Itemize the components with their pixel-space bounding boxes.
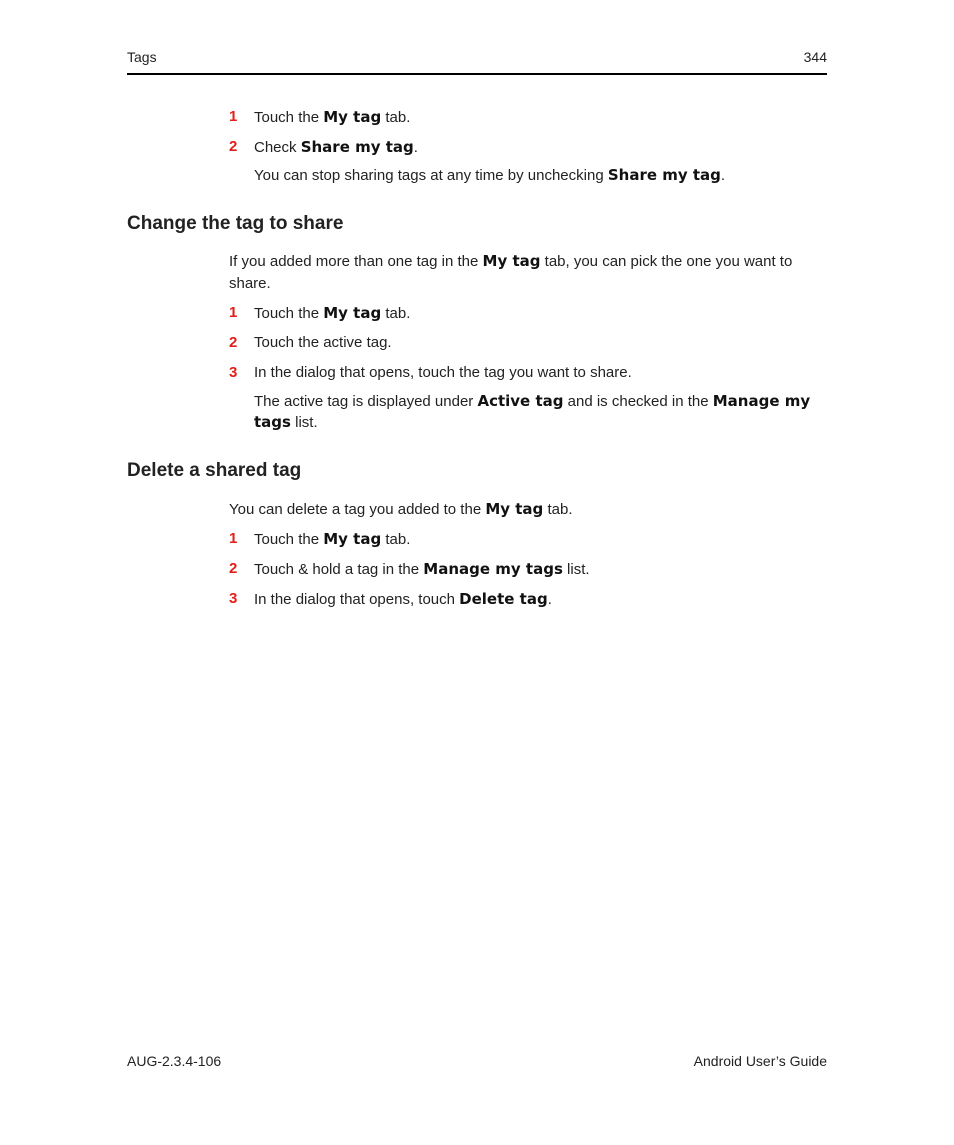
- step-number: 2: [229, 138, 238, 155]
- step-text-post: tab.: [381, 109, 411, 126]
- step-text-pre: Touch the: [254, 531, 324, 548]
- intro-text-bold: My tag: [482, 252, 541, 270]
- intro-text-post: tab.: [543, 501, 573, 518]
- step-text-post: tab.: [381, 531, 411, 548]
- footer-doc-id: AUG-2.3.4-106: [127, 1053, 222, 1069]
- step-note: [254, 391, 829, 433]
- page-header: [127, 48, 827, 75]
- intro-text-pre: You can delete a tag you added to the: [229, 501, 486, 518]
- note-text-post: list.: [290, 414, 318, 431]
- step-number: 2: [229, 334, 238, 351]
- step-number: 1: [229, 108, 238, 125]
- step-number: 1: [229, 304, 238, 321]
- step-text: [254, 529, 829, 550]
- header-section-title: Tags: [127, 49, 157, 65]
- intro-text-post: tab, you can pick the one you want to share.: [229, 253, 793, 292]
- note-text-mid: and is checked in the: [563, 393, 713, 410]
- step-text-pre: Check: [254, 139, 301, 156]
- step-text-bold: My tag: [323, 530, 382, 548]
- section-intro-paragraph: [229, 250, 827, 295]
- note-text-pre: The active tag is displayed under: [254, 393, 478, 410]
- section-intro-paragraph: [229, 498, 827, 521]
- step-text: Touch the active tag.: [254, 334, 392, 351]
- section-heading-delete-tag: Delete a shared tag: [127, 460, 302, 481]
- step-number: 3: [229, 590, 238, 607]
- step-number: 2: [229, 560, 238, 577]
- intro-text-pre: If you added more than one tag in the: [229, 253, 483, 270]
- step-text-post: tab.: [381, 305, 411, 322]
- step-text-bold: My tag: [323, 108, 382, 126]
- step-note: [254, 165, 829, 186]
- intro-text-bold: My tag: [485, 500, 544, 518]
- step-text-pre: In the dialog that opens, touch: [254, 591, 460, 608]
- step-number: 1: [229, 530, 238, 547]
- note-text-post: .: [720, 167, 726, 184]
- step-number: 3: [229, 364, 238, 381]
- note-text-bold-active-tag: Active tag: [477, 392, 564, 410]
- step-text-bold: Manage my tags: [423, 560, 563, 578]
- step-text-post: list.: [562, 561, 590, 578]
- header-page-number: 344: [803, 49, 827, 65]
- step-text-post: .: [413, 139, 418, 156]
- step-text-bold: Share my tag: [300, 138, 414, 156]
- section-heading-change-tag: Change the tag to share: [127, 213, 344, 234]
- step-text: [254, 303, 829, 324]
- footer-guide-title: Android User’s Guide: [693, 1053, 827, 1069]
- note-text-bold-manage-tags: Manage my tags: [254, 392, 811, 431]
- step-text-bold: Delete tag: [459, 590, 548, 608]
- step-text-bold: My tag: [323, 304, 382, 322]
- step-text: [254, 559, 829, 580]
- step-text-post: .: [547, 591, 552, 608]
- step-text-pre: Touch the: [254, 305, 324, 322]
- step-text-pre: Touch & hold a tag in the: [254, 561, 424, 578]
- note-text-bold: Share my tag: [607, 166, 721, 184]
- note-text-pre: You can stop sharing tags at any time by unchecking: [254, 167, 608, 184]
- step-text-pre: Touch the: [254, 109, 324, 126]
- step-text: In the dialog that opens, touch the tag you want to share.: [254, 364, 632, 381]
- step-text: [254, 137, 829, 158]
- step-text: [254, 107, 829, 128]
- step-text: [254, 589, 829, 610]
